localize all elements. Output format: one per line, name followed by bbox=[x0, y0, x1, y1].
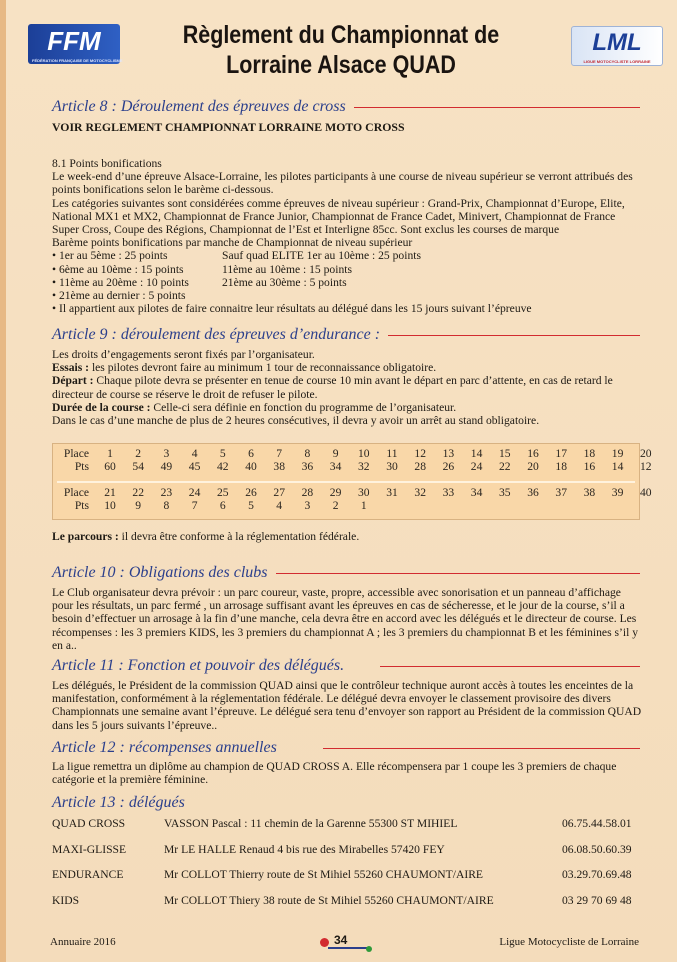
table-cell: 45 bbox=[188, 460, 201, 473]
table-cell: 33 bbox=[442, 486, 455, 499]
delegate-phone: 06.75.44.58.01 bbox=[562, 817, 632, 830]
table-cell: 22 bbox=[132, 486, 144, 499]
table-cell: 15 bbox=[499, 447, 511, 460]
table-cell: 18 bbox=[555, 460, 567, 473]
table-cell: 2 bbox=[332, 499, 339, 512]
bareme-row bbox=[52, 263, 642, 276]
article-11-heading bbox=[52, 657, 640, 675]
table-separator bbox=[57, 481, 635, 483]
table-cell: 7 bbox=[191, 499, 198, 512]
page-number bbox=[320, 934, 374, 954]
place-row-2 bbox=[53, 486, 652, 500]
article-9-heading bbox=[52, 326, 640, 344]
table-cell: 10 bbox=[104, 499, 116, 512]
table-cell: 36 bbox=[527, 486, 539, 499]
table-row-label: Place bbox=[63, 486, 89, 499]
delegate-category: KIDS bbox=[52, 894, 80, 907]
table-cell: 30 bbox=[386, 460, 398, 473]
article-9-title: Article 9 : déroulement des épreuves d’endurance : bbox=[52, 326, 381, 343]
table-cell: 32 bbox=[358, 460, 370, 473]
article-12-title: Article 12 : récompenses annuelles bbox=[52, 739, 277, 756]
page-number-text: 34 bbox=[334, 933, 348, 947]
table-row-label: Pts bbox=[74, 460, 89, 473]
ffm-logo bbox=[28, 24, 123, 64]
table-cell: 14 bbox=[611, 460, 624, 473]
table-cell: 40 bbox=[245, 460, 257, 473]
table-cell: 54 bbox=[132, 460, 144, 473]
page-number-rule bbox=[328, 947, 368, 949]
table-cell: 26 bbox=[442, 460, 455, 473]
bareme-b bbox=[222, 289, 642, 302]
table-cell: 28 bbox=[414, 460, 426, 473]
table-cell: 36 bbox=[301, 460, 314, 473]
heading-rule bbox=[323, 748, 640, 749]
bareme-row bbox=[52, 276, 642, 289]
table-cell: 39 bbox=[611, 486, 624, 499]
bareme-row bbox=[52, 249, 642, 262]
table-cell: 8 bbox=[304, 447, 311, 460]
ffm-logo-subtext: FÉDÉRATION FRANÇAISE DE MOTOCYCLISME bbox=[32, 58, 123, 63]
ffm-logo-text: FFM bbox=[47, 26, 101, 56]
table-cell: 2 bbox=[135, 447, 142, 460]
page-footer bbox=[6, 934, 677, 954]
article-13-title: Article 13 : délégués bbox=[52, 794, 185, 811]
article-8-line: Le week-end d’une épreuve Alsace-Lorraine, les pilotes participants à une course de niveau supérieur se verront attribués des points bonifications selon le barème ci-dessous. bbox=[52, 170, 633, 197]
table-cell: 23 bbox=[160, 486, 173, 499]
table-cell: 16 bbox=[583, 460, 596, 473]
article-9-line bbox=[52, 401, 642, 414]
footer-right: Ligue Motocycliste de Lorraine bbox=[499, 936, 639, 948]
table-cell: 3 bbox=[304, 499, 311, 512]
table-cell: 1 bbox=[360, 499, 367, 512]
table-cell: 8 bbox=[163, 499, 170, 512]
article-12-body: La ligue remettra un diplôme au champion de QUAD CROSS A. Elle récompensera par 1 coupe les 3 premiers de chaque catégorie et la première féminine. bbox=[52, 760, 617, 787]
table-cell: 19 bbox=[611, 447, 624, 460]
table-cell: 10 bbox=[358, 447, 370, 460]
article-12-heading bbox=[52, 739, 640, 757]
delegate-phone: 06.08.50.60.39 bbox=[562, 843, 632, 856]
table-cell: 13 bbox=[442, 447, 455, 460]
table-cell: 14 bbox=[470, 447, 483, 460]
article-10-heading bbox=[52, 564, 640, 582]
table-cell: 27 bbox=[273, 486, 285, 499]
table-cell: 9 bbox=[135, 499, 142, 512]
bareme-b: 11ème au 10ème : 15 points bbox=[222, 262, 352, 276]
lml-logo bbox=[571, 26, 663, 66]
table-cell: 4 bbox=[191, 447, 198, 460]
red-dot-icon bbox=[320, 938, 329, 947]
table-cell: 12 bbox=[640, 460, 652, 473]
article-11-title: Article 11 : Fonction et pouvoir des délégués. bbox=[52, 657, 345, 674]
lml-logo-text: LML bbox=[592, 29, 642, 56]
article-8-body bbox=[52, 157, 642, 315]
page-title bbox=[165, 20, 518, 80]
article-9-body bbox=[52, 348, 642, 427]
table-cell: 28 bbox=[301, 486, 314, 499]
table-cell: 6 bbox=[248, 447, 254, 460]
table-cell: 42 bbox=[217, 460, 229, 473]
table-cell: 24 bbox=[470, 460, 483, 473]
green-dot-icon bbox=[366, 946, 372, 952]
table-cell: 6 bbox=[219, 499, 226, 512]
table-cell: 30 bbox=[358, 486, 370, 499]
article-9-line bbox=[52, 374, 642, 400]
table-cell: 9 bbox=[332, 447, 339, 460]
delegate-name: Mr COLLOT Thiery 38 route de St Mihiel 55260 CHAUMONT/AIRE bbox=[164, 894, 494, 907]
table-cell: 5 bbox=[219, 447, 226, 460]
table-cell: 34 bbox=[329, 460, 342, 473]
essais-label: Essais : bbox=[52, 361, 90, 375]
pts-row-1 bbox=[53, 460, 652, 474]
points-table bbox=[52, 443, 652, 520]
article-8-line: 8.1 Points bonifications bbox=[52, 157, 162, 170]
depart-label: Départ : bbox=[52, 374, 94, 388]
essais-text: les pilotes devront faire au minimum 1 tour de reconnaissance obligatoire. bbox=[89, 361, 437, 375]
title-line-2: Lorraine Alsace QUAD bbox=[226, 51, 456, 79]
heading-rule bbox=[276, 573, 640, 574]
page-header bbox=[6, 10, 677, 90]
footer-left: Annuaire 2016 bbox=[50, 936, 116, 948]
table-cell: 17 bbox=[555, 447, 567, 460]
table-cell: 26 bbox=[245, 486, 257, 499]
table-cell: 12 bbox=[414, 447, 426, 460]
article-8-line: Barème points bonifications par manche de Championnat de niveau supérieur bbox=[52, 236, 413, 250]
article-11-body: Les délégués, le Président de la commission QUAD ainsi que le contrôleur technique auront accès à toutes les enceintes de la manifestation, conformément à la réglementation fédérale. Le délégué devra envoyer le classement provisoire des divers Championnats une semaine avant l’épreuve. Le délégué sera tenu d’envoyer son rapport au Président de la commission QUAD dans les 5 jours suivants l’épreuve.. bbox=[52, 679, 642, 732]
delegate-category: QUAD CROSS bbox=[52, 817, 126, 830]
parcours-line bbox=[52, 530, 642, 543]
table-cell: 38 bbox=[273, 460, 285, 473]
article-8-line: Les catégories suivantes sont considérées comme épreuves de niveau supérieur : Grand-Prix, Championnat d’Europe, Elite, National MX1 et MX2, Championnat de France Junior, Championnat de France Cadet, Minivert, Championnat de France Super Cross, Coupe des Régions, Championnat de l’Est et Interligne 85cc. Sont exclus les courses de marque bbox=[52, 196, 625, 237]
table-cell: 32 bbox=[414, 486, 426, 499]
parcours-text: il devra être conforme à la réglementation fédérale. bbox=[118, 530, 360, 543]
article-9-line: Les droits d’engagements seront fixés par l’organisateur. bbox=[52, 348, 315, 361]
table-cell: 18 bbox=[583, 447, 596, 460]
delegate-category: MAXI-GLISSE bbox=[52, 843, 127, 856]
article-8-title: Article 8 : Déroulement des épreuves de cross bbox=[52, 98, 346, 115]
table-cell: 16 bbox=[527, 447, 539, 460]
table-cell: 35 bbox=[499, 486, 511, 499]
article-8-subheading: VOIR REGLEMENT CHAMPIONNAT LORRAINE MOTO CROSS bbox=[52, 120, 405, 134]
place-row-1 bbox=[53, 447, 652, 461]
bareme-b: 21ème au 30ème : 5 points bbox=[222, 275, 347, 289]
article-10-body: Le Club organisateur devra prévoir : un parc coureur, vaste, propre, accessible avec sonorisation et un panneau d’affichage pour les résultats, un parc fermé , un arrosage suffisant avant les épreuves en cas de sécheresse, et le jour de la course, s’il a besoin d’effectuer un arrosage à la fin d’une manche, cela devra être en accord avec les délégués et le directeur de course. Les récompenses : les 3 premiers KIDS, les 3 premiers du championnat A ; les 3 premiers du championnat B et les féminines s’il y en a.. bbox=[52, 586, 638, 652]
bareme-a: • 1er au 5ème : 25 points bbox=[52, 249, 168, 263]
table-cell: 4 bbox=[276, 499, 283, 512]
table-cell: 5 bbox=[248, 499, 254, 512]
table-cell: 25 bbox=[217, 486, 229, 499]
table-cell: 60 bbox=[104, 460, 116, 473]
delegate-name: Mr LE HALLE Renaud 4 bis rue des Mirabelles 57420 FEY bbox=[164, 843, 445, 856]
table-cell: 49 bbox=[160, 460, 173, 473]
bareme-a: • 11ème au 20ème : 10 points bbox=[52, 275, 189, 289]
table-cell: 11 bbox=[386, 447, 398, 460]
heading-rule bbox=[380, 666, 640, 667]
table-cell: 37 bbox=[555, 486, 567, 499]
article-9-line bbox=[52, 361, 642, 374]
table-cell: 1 bbox=[107, 447, 113, 460]
delegate-phone: 03.29.70.69.48 bbox=[562, 868, 632, 881]
table-row-label: Place bbox=[63, 447, 89, 460]
parcours-label: Le parcours : bbox=[52, 530, 119, 543]
bareme-b: Sauf quad ELITE 1er au 10ème : 25 points bbox=[222, 249, 421, 263]
pts-row-2 bbox=[53, 499, 641, 513]
table-cell: 22 bbox=[499, 460, 511, 473]
bareme-a: • 21ème au dernier : 5 points bbox=[52, 289, 186, 303]
duree-text: Celle-ci sera définie en fonction du programme de l’organisateur. bbox=[150, 400, 457, 414]
bareme-a: • 6ème au 10ème : 15 points bbox=[52, 262, 184, 276]
table-cell: 21 bbox=[104, 486, 116, 499]
table-cell: 29 bbox=[329, 486, 342, 499]
table-cell: 24 bbox=[188, 486, 201, 499]
article-13-heading bbox=[52, 794, 640, 812]
depart-text: Chaque pilote devra se présenter en tenue de course 10 min avant le départ en parc d’attente, en cas de retard le directeur de course se réserve le droit de refuser le pilote. bbox=[52, 374, 613, 401]
title-line-1: Règlement du Championnat de bbox=[182, 21, 500, 49]
bareme-row bbox=[52, 289, 642, 302]
table-cell: 38 bbox=[583, 486, 596, 499]
delegate-category: ENDURANCE bbox=[52, 868, 124, 881]
heading-rule bbox=[388, 335, 640, 336]
article-8-heading bbox=[52, 98, 640, 116]
article-10-title: Article 10 : Obligations des clubs bbox=[52, 564, 268, 581]
duree-label: Durée de la course : bbox=[52, 400, 151, 414]
table-cell: 7 bbox=[276, 447, 283, 460]
table-cell: 20 bbox=[527, 460, 539, 473]
delegate-phone: 03 29 70 69 48 bbox=[562, 894, 632, 907]
lml-logo-subtext: LIGUE MOTOCYCLISTE LORRAINE bbox=[583, 59, 651, 64]
table-row-label: Pts bbox=[74, 499, 89, 512]
delegate-name: Mr COLLOT Thierry route de St Mihiel 55260 CHAUMONT/AIRE bbox=[164, 868, 484, 881]
heading-rule bbox=[354, 107, 640, 108]
article-9-line: Dans le cas d’une manche de plus de 2 heures consécutives, il devra y avoir un arrêt au stand obligatoire. bbox=[52, 414, 540, 428]
table-cell: 31 bbox=[386, 486, 398, 499]
table-cell: 3 bbox=[163, 447, 170, 460]
table-cell: 40 bbox=[640, 486, 652, 499]
article-8-last-line: • Il appartient aux pilotes de faire connaitre leur résultats au délégué dans les 15 jours suivant l’épreuve bbox=[52, 302, 532, 316]
table-cell: 20 bbox=[640, 447, 652, 460]
delegate-name: VASSON Pascal : 11 chemin de la Garenne 55300 ST MIHIEL bbox=[164, 817, 458, 830]
table-cell: 34 bbox=[470, 486, 483, 499]
